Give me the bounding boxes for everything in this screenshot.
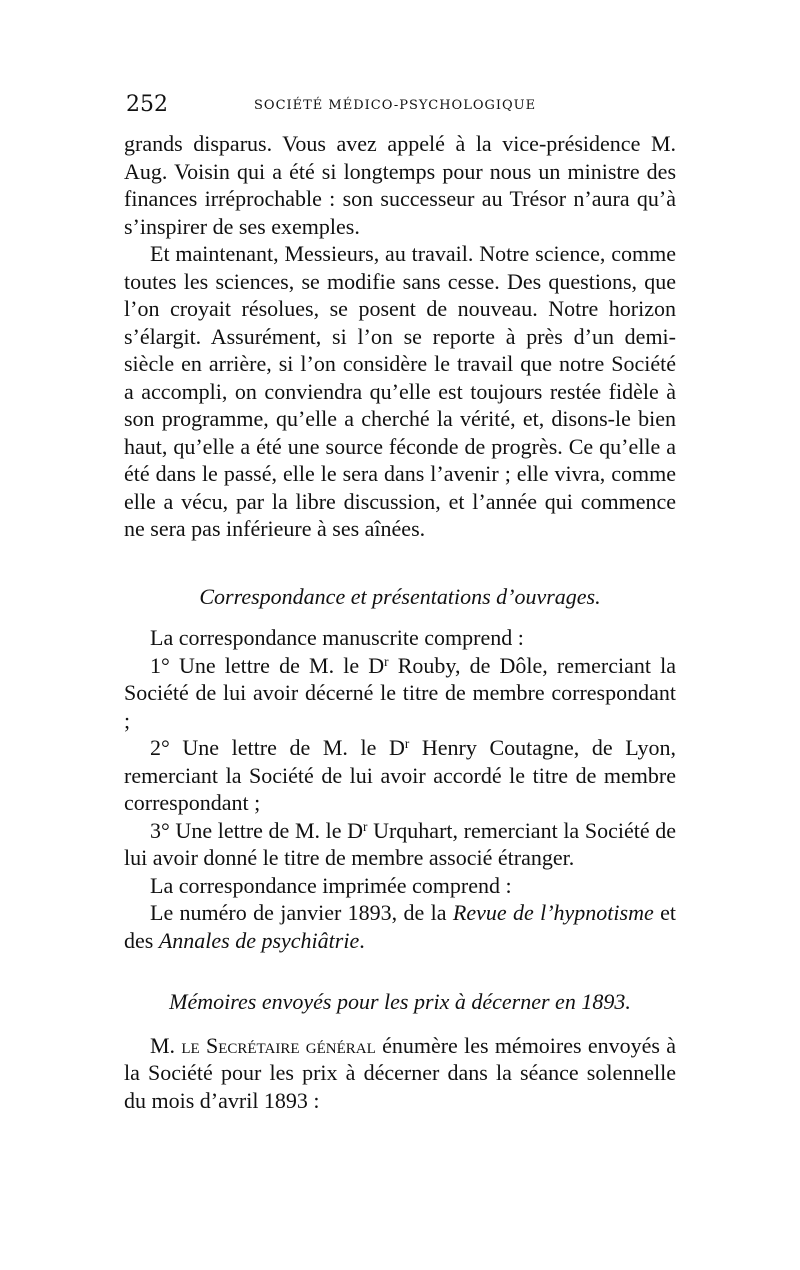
item-3-sup: r xyxy=(363,818,368,834)
item-1-sup: r xyxy=(384,653,389,669)
correspondance-item-3 xyxy=(124,817,676,872)
correspondance-item-2 xyxy=(124,734,676,817)
item-2-sup: r xyxy=(404,735,410,751)
paragraph-work-call: Et maintenant, Messieurs, au travail. Notre science, comme toutes les sciences, se modifie sans cesse. Des questions, que l’on croyait résolues, se posent de nouveau. Notre horizon s’élargit. Assurément, si l’on se reporte à près d’un demi-siècle en arrière, si l’on considère le travail que notre Société a accompli, on conviendra qu’elle est toujours restée fidèle à son programme, qu’elle a cherché la vérité, et, disons-le bien haut, qu’elle a été une source féconde de progrès. Ce qu’elle a été dans le passé, elle le sera dans l’avenir ; elle vivra, comme elle a vécu, par la libre discussion, et l’année qui commence ne sera pas inférieure à ses aînées. xyxy=(124,241,676,541)
printed-correspondance-intro: La correspondance imprimée comprend : xyxy=(150,872,512,898)
secretaire-general: le Secrétaire général xyxy=(181,1032,376,1058)
correspondance-item-1 xyxy=(124,652,676,735)
printed-correspondance-item xyxy=(124,899,676,954)
item-1-rest: Rouby, de Dôle, remerciant la Société de lui avoir décerné le titre de membre correspondant ; xyxy=(124,652,676,733)
printed-middle: et des xyxy=(124,900,676,953)
paragraph-continuation: grands disparus. Vous avez appelé à la vice-présidence M. Aug. Voisin qui a été si longtemps pour nous un ministre des finances irréprochable : son successeur au Trésor n’aura qu’à s’inspirer de ses exemples. xyxy=(124,131,676,239)
body-text xyxy=(124,130,676,1114)
item-2-rest: Henry Coutagne, de Lyon, remerciant la Société de lui avoir accordé le titre de membre correspondant ; xyxy=(124,735,676,815)
memoires-paragraph xyxy=(124,1032,676,1115)
journal-revue-hypnotisme: Revue de l’hypnotisme xyxy=(452,900,654,925)
item-3-rest: Urquhart, remerciant la Société de lui avoir donné le titre de membre associé étranger. xyxy=(124,817,676,870)
journal-annales-psychiatrie: Annales de psychiâtrie xyxy=(158,927,360,953)
printed-lead: Le numéro de janvier 1893, de la xyxy=(150,900,453,925)
item-3-lead: 3° Une lettre de M. le D xyxy=(150,817,364,843)
memoires-lead: M. xyxy=(150,1032,182,1058)
section-heading-memoires: Mémoires envoyés pour les prix à décerner en 1893. xyxy=(169,989,631,1014)
section-heading-correspondance: Correspondance et présentations d’ouvrages. xyxy=(199,583,601,609)
journal-title: SOCIÉTÉ MÉDICO-PSYCHOLOGIQUE xyxy=(254,98,537,113)
correspondance-intro: La correspondance manuscrite comprend : xyxy=(150,625,524,650)
item-2-lead: 2° Une lettre de M. le D xyxy=(150,735,405,760)
page-number: 252 xyxy=(126,92,168,117)
printed-end: . xyxy=(359,927,365,953)
memoires-rest: énumère les mémoires envoyés à la Société pour les prix à décerner dans la séance solennelle du mois d’avril 1893 : xyxy=(124,1032,677,1113)
running-head xyxy=(126,92,676,118)
item-1-lead: 1° Une lettre de M. le D xyxy=(150,652,385,678)
